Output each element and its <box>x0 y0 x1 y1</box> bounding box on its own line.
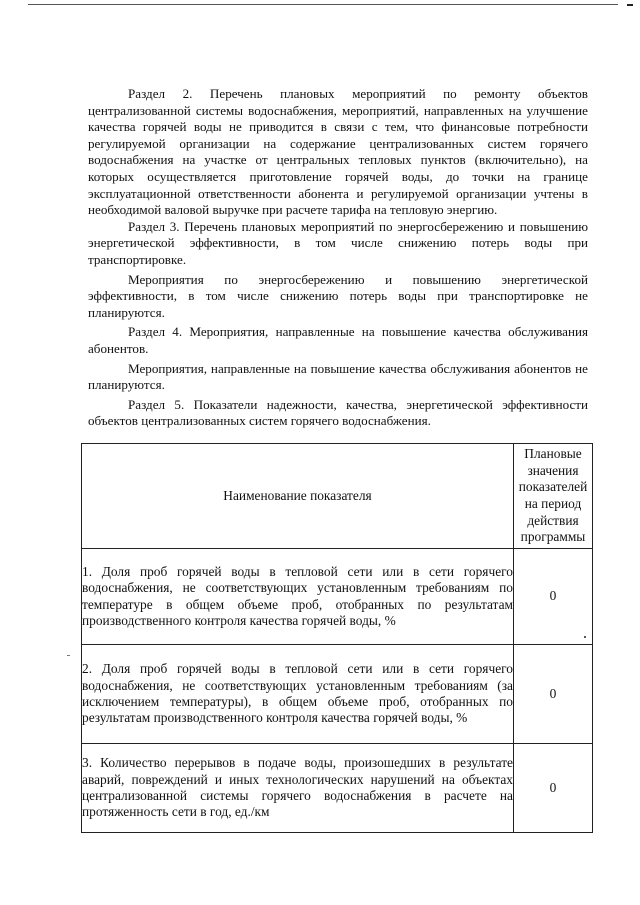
paragraph-section-3: Раздел 3. Перечень плановых мероприятий по энергосбережению и повышению энергетической эффективности, в том числе снижению потерь воды при транспортировке. <box>88 218 588 267</box>
paragraph-section-4: Раздел 4. Мероприятия, направленные на повышение качества обслуживания абонентов. <box>88 324 588 356</box>
paragraph-section-2: Раздел 2. Перечень плановых мероприятий по ремонту объектов централизованной системы водоснабжения, мероприятий, направленных на улучшение качества горячей воды не приводится в связи с тем, что финансовые потребности регулируемой организации на содержание централизованных систем горячего водоснабжения на участке от центральных тепловых пунктов (включительно), на которых осуществляется приготовление горячей воды, до точки на границе эксплуатационной ответственности абонента и регулируемой организации учтены в необходимой валовой выручке при расчете тарифа на тепловую энергию. <box>88 86 588 218</box>
header-planned-values: Плановые значения показателей на период действия программы <box>514 444 593 549</box>
paragraph-section-5: Раздел 5. Показатели надежности, качества, энергетической эффективности объектов централизованных систем горячего водоснабжения. <box>88 396 588 429</box>
paragraph-energy-measures: Мероприятия по энергосбережению и повышению энергетической эффективности, в том числе снижению потерь воды при транспортировке не планируются. <box>88 271 588 320</box>
indicator-name-cell: 1. Доля проб горячей воды в тепловой сети или в сети горячего водоснабжения, не соответствующих установленным требованиям по температуре в общем объеме проб, отобранных по результатам производственного контроля качества горячей воды, % <box>82 549 514 645</box>
scan-speck <box>584 636 586 638</box>
table-row <box>82 549 593 645</box>
header-indicator-name: Наименование показателя <box>82 444 514 549</box>
scan-speck <box>67 655 70 656</box>
paragraph-service-measures: Мероприятия, направленные на повышение качества обслуживания абонентов не планируются. <box>88 360 588 393</box>
indicators-table <box>81 443 593 833</box>
indicator-name-cell: 2. Доля проб горячей воды в тепловой сети или в сети горячего водоснабжения, не соответствующих установленным требованиям (за исключением температуры), в общем объеме проб, отобранных по результатам производственного контроля качества горячей воды, % <box>82 645 514 744</box>
planned-value-cell: 0 <box>514 549 593 645</box>
body-text <box>88 86 588 430</box>
indicator-name-cell: 3. Количество перерывов в подаче воды, произошедших в результате аварий, повреждений и иных технологических нарушений на объектах централизованной системы горячего водоснабжения в расчете на протяженность сети в год, ед./км <box>82 744 514 833</box>
top-border-line <box>28 4 618 5</box>
table-row <box>82 744 593 833</box>
table-header-row <box>82 444 593 549</box>
table-row <box>82 645 593 744</box>
planned-value-cell: 0 <box>514 645 593 744</box>
corner-mark <box>627 4 633 6</box>
planned-value-cell: 0 <box>514 744 593 833</box>
